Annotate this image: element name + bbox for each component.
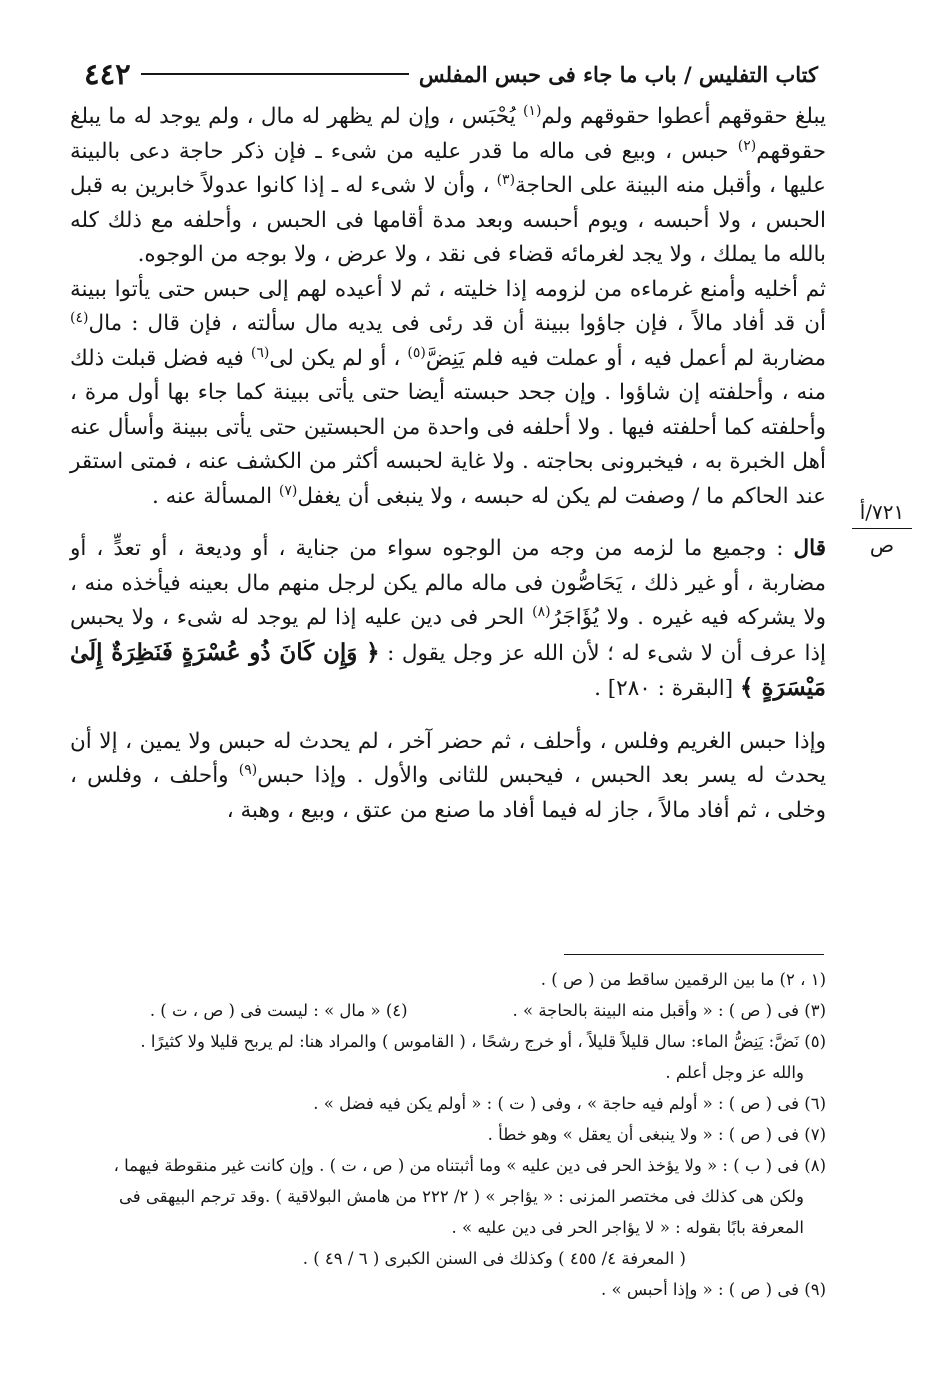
footnote: (٥) نَضَّ: يَنِضُّ الماء: سال قليلاً قليلاً ، أو خرج رشحًا ، ( القاموس ) والمراد هنا: لم يربح قليلا ولا كثيرًا .	[140, 1032, 826, 1051]
footnote: (٣) فى ( ص ) : « وأقبل منه البينة بالحاجة » . (٤) « مال » : ليست فى ( ص ، ت ) .	[149, 1001, 826, 1020]
manuscript-siglum: ص	[869, 533, 895, 557]
footnote: (١ ، ٢) ما بين الرقمين ساقط من ( ص ) .	[540, 970, 826, 989]
manuscript-folio-ref	[852, 500, 912, 557]
page-header	[70, 52, 826, 96]
footnotes	[70, 964, 826, 1305]
footnote-ref: (٨)	[532, 603, 551, 620]
folio-number: ٧٢١/أ	[859, 500, 905, 524]
quran-verse: ﴿ وَإِن كَانَ ذُو عُسْرَةٍ فَنَظِرَةٌ إِلَىٰ مَيْسَرَةٍ ﴾	[70, 638, 826, 701]
footnote-ref: (١)	[522, 102, 542, 119]
footnote-continuation: والله عز وجل أعلم .	[665, 1063, 804, 1082]
qala-keyword: قال	[793, 536, 826, 561]
footnote: (٧) فى ( ص ) : « ولا ينبغى أن يعقل » وهو خطأ .	[487, 1125, 826, 1144]
footnote: (٩) فى ( ص ) : « وإذا أحبس » .	[601, 1280, 826, 1299]
header-rule	[141, 73, 409, 75]
running-title: كتاب التفليس / باب ما جاء فى حبس المفلس	[418, 61, 818, 87]
page-number: ٤٤٢	[84, 57, 131, 91]
paragraph-2: ثم أخليه وأمنع غرماءه من لزومه إذا خليته ، ثم لا أعيده لهم إلى حبس حتى يأتوا ببينة أن قد أفاد مالاً ، فإن جاؤوا ببينة أن قد رئى فى يديه مال سألته ، فإن قال : مال$^{(٤)}$ مضاربة لم أعمل فيه ، أو عملت فيه فلم يَنِضَّ$^{(٥)}$ ، أو لم يكن لى$^{(٦)}$ فيه فضل قبلت ذلك منه ، وأحلفته إن شاؤوا . وإن جحد حبسته أيضا حتى يأتى ببينة كما جاء بها أول مرة ، وأحلفته كما أحلفته فيها . ولا أحلفه فى واحدة من الحبستين حتى يأتى ببينة وأسأل عنه أهل الخبرة به ، فيخبرونى بحاجته . ولا غاية لحبسه أكثر من الكشف عنه ، فمتى استقر عند الحاكم ما / وصفت لم يكن له حبسه ، ولا ينبغى أن يغفل$^{(٧)}$ المسألة عنه .	[70, 276, 826, 509]
folio-rule	[852, 528, 912, 529]
footnote-ref: (٢)	[737, 137, 757, 154]
footnote-continuation: المعرفة بابًا بقوله : « لا يؤاجر الحر فى دين عليه » .	[451, 1218, 804, 1237]
footnote-ref: (٥)	[407, 344, 426, 361]
footnote-ref: (٤)	[70, 309, 89, 326]
main-text	[70, 100, 826, 828]
paragraph-3: قال : وجميع ما لزمه من وجه من الوجوه سواء من جناية ، أو وديعة ، أو تعدٍّ ، أو مضاربة ، أو غير ذلك ، يَحَاصُّون فى ماله مالم يكن لرجل منهم مال بعينه فيأخذه منه ، ولا يشركه فيه غيره . ولا يُؤَاجَرُ$^{(٨)}$ الحر فى دين عليه إذا لم يوجد له شىء ، ولا يحبس إذا عرف أن لا شىء له ؛ لأن الله عز وجل يقول : ﴿ وَإِن كَانَ ذُو عُسْرَةٍ فَنَظِرَةٌ إِلَىٰ مَيْسَرَةٍ ﴾ [البقرة : ٢٨٠] .	[70, 536, 826, 701]
paragraph-4: وإذا حبس الغريم وفلس ، وأحلف ، ثم حضر آخر ، لم يحدث له حبس ولا يمين ، إلا أن يحدث له يسر بعد الحبس ، فيحبس للثانى والأول . وإذا حبس$^{(٩)}$ وأحلف ، وفلس ، وخلى ، ثم أفاد مالاً ، جاز له فيما أفاد ما صنع من عتق ، وبيع ، وهبة ،	[70, 728, 826, 823]
footnote: (٨) فى ( ب ) : « ولا يؤخذ الحر فى دين عليه » وما أثبتناه من ( ص ، ت ) . وإن كانت غير منقوطة فيهما ،	[113, 1156, 826, 1175]
footnote-ref: (٦)	[250, 344, 270, 361]
footnote-ref: (٣)	[496, 171, 516, 188]
footnote: (٦) فى ( ص ) : « أولم فيه حاجة » ، وفى ( ت ) : « أولم يكن فيه فضل » .	[313, 1094, 826, 1113]
paragraph-1: يبلغ حقوقهم أعطوا حقوقهم ولم$^{(١)}$ يُحْبَس ، وإن لم يظهر له مال ، ولم يوجد له ما يبلغ حقوقهم$^{(٢)}$ حبس ، وبيع فى ماله ما قدر عليه من شىء ـ فإن ذكر حاجة دعى بالبينة عليها ، وأقبل منه البينة على الحاجة$^{(٣)}$ ، وأن لا شىء له ـ إذا كانوا عدولاً خابرين به قبل الحبس ، ولا أحبسه ، ويوم أحبسه وبعد مدة أقامها فى الحبس ، وأحلفه مع ذلك كله بالله ما يملك ، ولا يجد لغرمائه قضاء فى نقد ، ولا عرض ، ولا بوجه من الوجوه.	[70, 102, 827, 267]
footnote-continuation: ( المعرفة ٤/ ٤٥٥ ) وكذلك فى السنن الكبرى ( ٦ / ٤٩ ) .	[302, 1249, 686, 1268]
footnote-continuation: ولكن هى كذلك فى مختصر المزنى : « يؤاجر » ( ٢/ ٢٢٢ من هامش البولاقية ) .وقد ترجم البيهقى فى	[118, 1187, 804, 1206]
book-page	[70, 52, 826, 1352]
footnote-ref: (٧)	[278, 482, 298, 499]
footnote-ref: (٩)	[238, 761, 258, 778]
footnote-separator	[564, 954, 824, 955]
